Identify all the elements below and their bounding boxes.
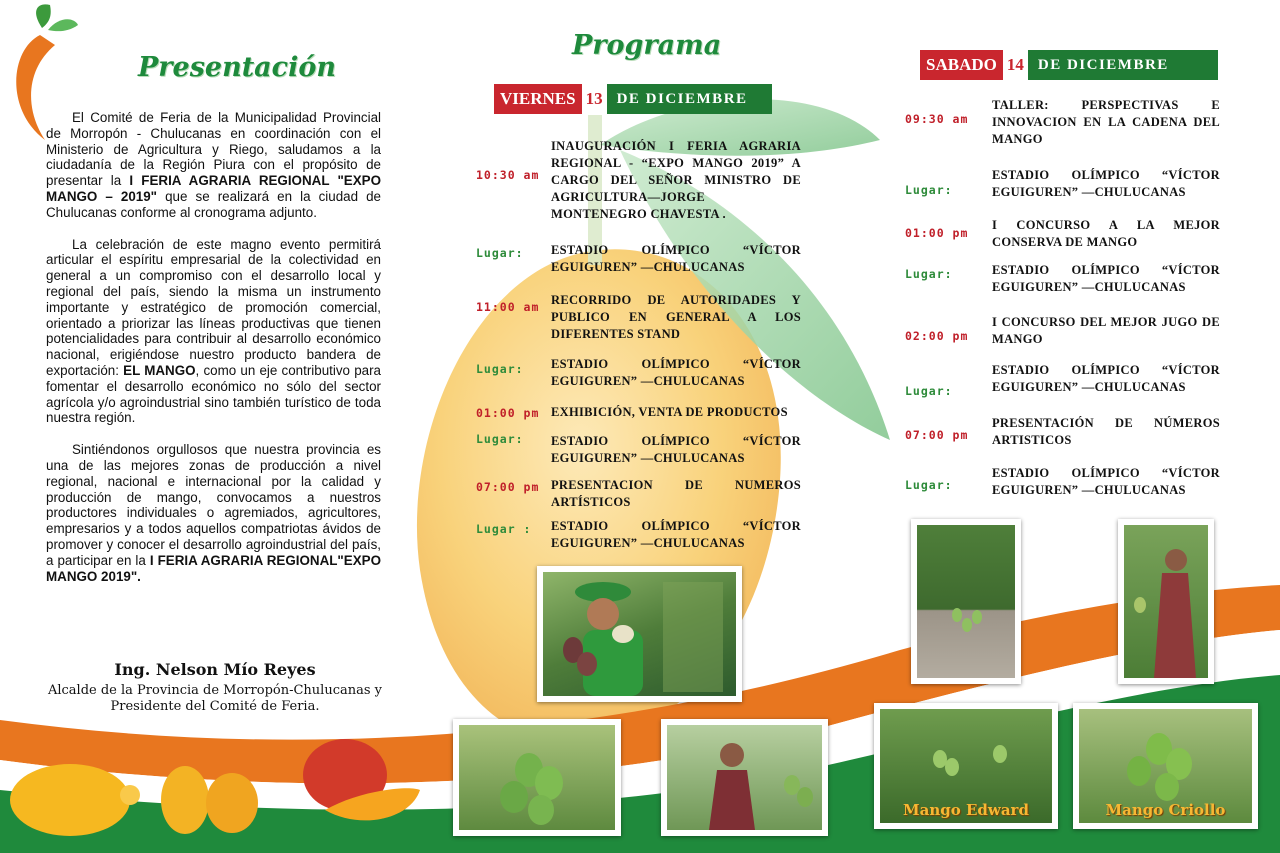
signature-name: Ing. Nelson Mío Reyes: [114, 660, 316, 679]
event-time: 01:00 pm: [905, 226, 969, 240]
presentation-title: Presentación: [138, 52, 337, 83]
event-location: ESTADIO OLÍMPICO “VÍCTOR EGUIGUREN” —CHULUCANAS: [551, 434, 801, 465]
intro-paragraph-3: Sintiéndonos orgullosos que nuestra provincia es una de las mejores zonas de producción a nivel regional, nacional e internacional por la calidad y producción de mango, convocamos a nuestros productores individuales o agremiados, agricultores, empresarios y a todos aquellos compatriotas ávidos de promover y conocer el desarrollo agroindustrial del país, a participar en la I FERIA AGRARIA REGIONAL"EXPO MANGO 2019".: [46, 442, 381, 584]
logo-leaf-2: [48, 19, 78, 31]
friday-day-number: 13: [585, 89, 603, 108]
event-time: 01:00 pm: [476, 406, 540, 420]
event-location-label: Lugar:: [905, 384, 953, 398]
event-location: ESTADIO OLÍMPICO “VÍCTOR EGUIGUREN” —CHULUCANAS: [551, 243, 801, 274]
intro-paragraph-1: El Comité de Feria de la Municipalidad Provincial de Morropón - Chulucanas en coordinación con el Ministerio de Agricultura y Riego, saludamos a la ciudadanía de la Región Piura con el propósito de presentar la I FERIA AGRARIA REGIONAL "EXPO MANGO – 2019" que se realizará en la ciudad de Chulucanas conforme al cronograma adjunto.: [46, 110, 381, 220]
program-title: Programa: [572, 30, 722, 61]
saturday-header: [920, 50, 1218, 80]
event-location-label: Lugar :: [476, 522, 532, 536]
mango-cubes: [10, 764, 130, 836]
caption-mango-edward: Mango Edward: [903, 801, 1029, 819]
signature-role-2: Presidente del Comité de Feria.: [110, 699, 320, 714]
event-location-label: Lugar:: [905, 267, 953, 281]
photo-art-5: [1124, 525, 1208, 678]
photo-queen-mango-tree: [1118, 519, 1214, 684]
photo-art-1: [543, 572, 736, 696]
event-description: I CONCURSO DEL MEJOR JUGO DE MANGO: [992, 315, 1220, 346]
photo-woman-orchard: [661, 719, 828, 836]
saturday-month: DE DICIEMBRE: [1028, 50, 1218, 80]
signature-role-1: Alcalde de la Provincia de Morropón-Chulucanas y: [47, 683, 383, 698]
friday-header: [494, 84, 772, 114]
photo-art-3: [667, 725, 822, 830]
event-location-label: Lugar:: [476, 246, 524, 260]
mango-yellow: [161, 766, 209, 834]
event-location: ESTADIO OLÍMPICO “VÍCTOR EGUIGUREN” —CHULUCANAS: [992, 168, 1220, 199]
event-description: PRESENTACION DE NUMEROS ARTÍSTICOS: [551, 478, 801, 509]
photo-art-4: [917, 525, 1015, 678]
event-description: PRESENTACIÓN DE NÚMEROS ARTISTICOS: [992, 416, 1220, 447]
event-time: 02:00 pm: [905, 329, 969, 343]
photo-mango-criollo: [1073, 703, 1258, 829]
event-description: I CONCURSO A LA MEJOR CONSERVA DE MANGO: [992, 218, 1220, 249]
logo-leaf: [36, 4, 51, 28]
event-description: EXHIBICIÓN, VENTA DE PRODUCTOS: [551, 405, 788, 419]
event-time: 07:00 pm: [905, 428, 969, 442]
event-time: 10:30 am: [476, 168, 540, 182]
saturday-day-number: 14: [1006, 55, 1024, 74]
event-location-label: Lugar:: [905, 183, 953, 197]
event-location: ESTADIO OLÍMPICO “VÍCTOR EGUIGUREN” —CHULUCANAS: [992, 363, 1220, 394]
mango-yellow-2: [206, 773, 258, 833]
event-location: ESTADIO OLÍMPICO “VÍCTOR EGUIGUREN” —CHULUCANAS: [551, 357, 801, 388]
signature-block: [30, 660, 400, 715]
photo-woman-mangoes: [537, 566, 742, 702]
event-location: ESTADIO OLÍMPICO “VÍCTOR EGUIGUREN” —CHULUCANAS: [992, 466, 1220, 497]
event-description: INAUGURACIÓN I FERIA AGRARIA REGIONAL - “EXPO MANGO 2019” A CARGO DEL SEÑOR MINISTRO DE AGRICULTURA—JORGE MONTENEGRO CHAVESTA .: [551, 139, 801, 221]
photo-mango-tree-ground: [911, 519, 1021, 684]
event-location: ESTADIO OLÍMPICO “VÍCTOR EGUIGUREN” —CHULUCANAS: [992, 263, 1220, 294]
event-time: 11:00 am: [476, 300, 540, 314]
friday-month: DE DICIEMBRE: [607, 84, 772, 114]
photo-art-2: [459, 725, 615, 830]
event-time: 09:30 am: [905, 112, 969, 126]
saturday-day-name: SABADO: [920, 50, 1003, 80]
caption-mango-criollo: Mango Criollo: [1105, 801, 1226, 819]
event-location-label: Lugar:: [476, 432, 524, 446]
intro-text: [46, 110, 381, 600]
photo-mangoes-tree-1: [453, 719, 621, 836]
event-location: ESTADIO OLÍMPICO “VÍCTOR EGUIGUREN” —CHULUCANAS: [551, 519, 801, 550]
photo-mango-edward: [874, 703, 1058, 829]
intro-paragraph-2: La celebración de este magno evento permitirá articular el espíritu empresarial de la colectividad en general a un compromiso con el desarrollo local y regional del país, siendo la misma un instrumento importante y estratégico de promoción comercial, orientado a priorizar las líneas productivas que tienen potencialidades para contribuir al desarrollo económico nacional, erigiéndose nuestro producto bandera de exportación: EL MANGO, como un eje contributivo para fomentar el desarrollo económico no sólo del sector agrícola y/o agroindustrial sino también turístico de toda nuestra región.: [46, 236, 381, 426]
event-location-label: Lugar:: [476, 362, 524, 376]
event-description: RECORRIDO DE AUTORIDADES Y PUBLICO EN GENERAL A LOS DIFERENTES STAND: [551, 293, 801, 341]
event-time: 07:00 pm: [476, 480, 540, 494]
event-location-label: Lugar:: [905, 478, 953, 492]
friday-day-name: VIERNES: [494, 84, 582, 114]
event-description: TALLER: PERSPECTIVAS E INNOVACION EN LA CADENA DEL MANGO: [992, 98, 1220, 146]
